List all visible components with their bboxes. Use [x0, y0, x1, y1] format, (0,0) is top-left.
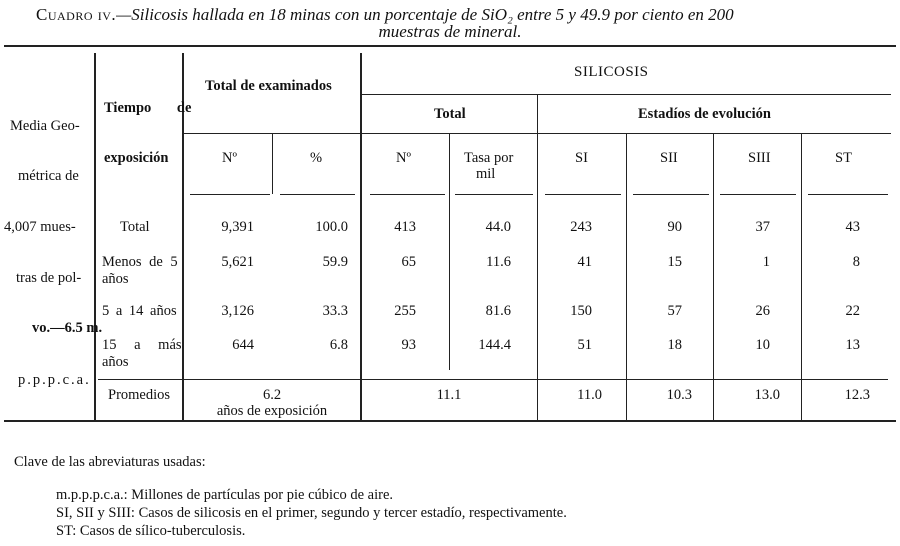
header-total-examinados: Total de examinados: [205, 78, 332, 94]
side-note-1: Media Geo-: [10, 118, 80, 134]
row-label: 5 a 14 años: [102, 303, 177, 319]
header-no-silicosis: Nº: [396, 150, 411, 166]
rule-above-promedios: [98, 379, 888, 380]
cell-st: 43: [845, 219, 860, 235]
cell-si: 150: [570, 303, 592, 319]
rule-under-siii: [720, 194, 796, 195]
cell-si: 41: [577, 254, 592, 270]
caption-line-2: muestras de mineral.: [378, 22, 522, 41]
rule-under-pct: [280, 194, 355, 195]
caption-text-1: —Silicosis hallada en 18 minas con un porcentaje de SiO₂ entre 5 y 49.9 por ciento en 200: [116, 5, 734, 24]
rule-under-no1: [190, 194, 270, 195]
rule-under-silicosis: [361, 94, 891, 95]
cell-siii: 10: [755, 337, 770, 353]
side-note-2: métrica de: [18, 168, 79, 184]
header-estadios: Estadíos de evolución: [638, 106, 771, 122]
header-sii: SII: [660, 150, 678, 166]
col-divider-exam: [272, 134, 273, 194]
cell-pct: 33.3: [322, 303, 348, 319]
promedios-siii: 13.0: [754, 387, 780, 403]
cell-pct: 100.0: [315, 219, 348, 235]
promedios-sii: 10.3: [666, 387, 692, 403]
cell-sii: 18: [667, 337, 682, 353]
key-title: Clave de las abreviaturas usadas:: [14, 454, 206, 470]
cell-st: 22: [845, 303, 860, 319]
col-divider-6: [713, 134, 714, 420]
cell-sii: 90: [667, 219, 682, 235]
header-tiempo-line2: exposición: [104, 150, 169, 166]
cell-n: 3,126: [221, 303, 254, 319]
cell-sii: 57: [667, 303, 682, 319]
cell-n: 9,391: [221, 219, 254, 235]
cell-tasa: 44.0: [485, 219, 511, 235]
cell-n2: 93: [401, 337, 416, 353]
promedios-label: Promedios: [108, 387, 171, 403]
header-silicosis: SILICOSIS: [574, 64, 649, 80]
cell-n: 5,621: [221, 254, 254, 270]
table-bottom-rule: [4, 420, 896, 422]
cell-st: 8: [852, 254, 860, 270]
rule-under-subheads: [361, 133, 891, 134]
rule-under-sii: [633, 194, 709, 195]
cell-n2: 65: [401, 254, 416, 270]
key-line-1: m.p.p.p.c.a.: Millones de partículas por pie cúbico de aire.: [56, 487, 394, 503]
key-line-2: SI, SII y SIII: Casos de silicosis en el primer, segundo y tercer estadío, respectivamente.: [56, 505, 567, 521]
caption-label: Cuadro iv.: [36, 5, 117, 24]
promedios-st: 12.3: [844, 387, 870, 403]
header-tiempo-line1: Tiempo de: [104, 100, 192, 116]
cell-st: 13: [845, 337, 860, 353]
header-tasa-line1: Tasa por: [464, 150, 514, 166]
header-percent: %: [310, 150, 323, 166]
header-total: Total: [434, 106, 466, 122]
col-divider-tasa: [449, 134, 450, 370]
col-divider-1: [94, 53, 96, 420]
rule-under-no2: [370, 194, 445, 195]
promedios-si: 11.0: [577, 387, 602, 403]
cell-n: 644: [232, 337, 254, 353]
col-divider-7: [801, 134, 802, 420]
cell-pct: 59.9: [322, 254, 348, 270]
cell-siii: 37: [755, 219, 770, 235]
table-top-rule: [4, 45, 896, 47]
row-label: Total: [120, 219, 150, 235]
rule-under-st: [808, 194, 888, 195]
col-divider-5: [626, 134, 627, 420]
side-note-6: p.p.p.c.a.: [18, 372, 91, 388]
side-note-5: vo.—6.5 m.: [32, 320, 103, 336]
cell-siii: 1: [762, 254, 770, 270]
row-label-cont: años: [102, 271, 129, 287]
col-divider-4: [537, 95, 538, 420]
promedios-exam-value: 6.2: [262, 387, 282, 403]
header-st: ST: [835, 150, 852, 166]
cell-n2: 255: [394, 303, 416, 319]
rule-under-tasa: [455, 194, 533, 195]
cell-tasa: 11.6: [486, 254, 511, 270]
promedios-tasa: 11.1: [436, 387, 462, 403]
cell-n2: 413: [394, 219, 416, 235]
side-note-4: tras de pol-: [16, 270, 82, 286]
col-divider-3: [360, 53, 362, 420]
header-tasa-line2: mil: [476, 166, 496, 182]
row-label: 15 a más: [102, 337, 182, 353]
header-siii: SIII: [748, 150, 771, 166]
row-label-cont: años: [102, 354, 129, 370]
cell-pct: 6.8: [329, 337, 348, 353]
cell-si: 51: [577, 337, 592, 353]
rule-under-total-exam: [183, 133, 361, 134]
promedios-exam-note: años de exposición: [216, 403, 328, 419]
rule-under-si: [545, 194, 621, 195]
cell-si: 243: [570, 219, 592, 235]
cell-tasa: 144.4: [478, 337, 511, 353]
key-line-3: ST: Casos de sílico-tuberculosis.: [56, 523, 246, 539]
header-no-examined: Nº: [222, 150, 237, 166]
cell-tasa: 81.6: [485, 303, 511, 319]
cell-siii: 26: [755, 303, 770, 319]
cell-sii: 15: [667, 254, 682, 270]
side-note-3: 4,007 mues-: [4, 219, 76, 235]
header-si: SI: [575, 150, 588, 166]
row-label: Menos de 5: [102, 254, 178, 270]
